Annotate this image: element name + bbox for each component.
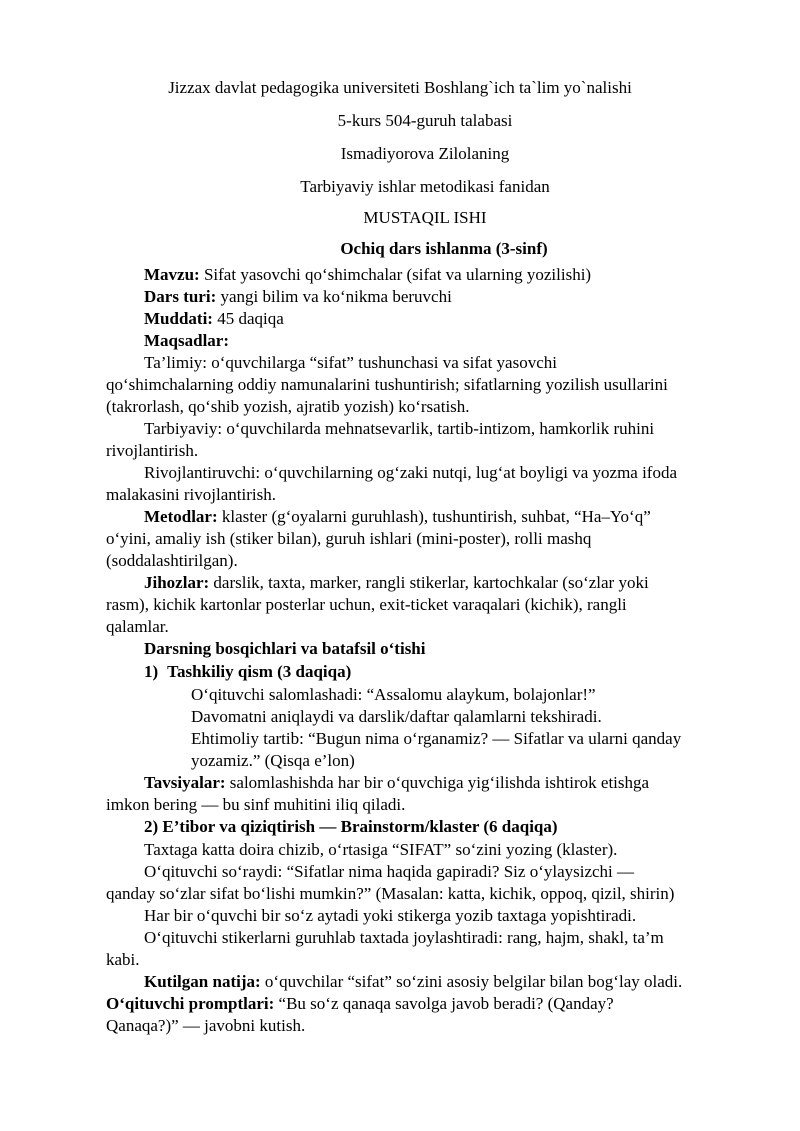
- work-type-line: MUSTAQIL ISHI: [363, 208, 487, 227]
- student-line: Ismadiyorova Zilolaning: [340, 144, 510, 163]
- stage2-line-2: O‘qituvchi so‘raydi: “Sifatlar nima haqida gapiradi? Siz o‘ylaysizchi —: [144, 862, 635, 881]
- jihozlar-line-2: rasm), kichik kartonlar posterlar uchun, exit-ticket varaqalari (kichik), rangli: [106, 595, 627, 614]
- stage1-heading: [144, 661, 351, 683]
- rivojlantiruvchi-line-2: malakasini rivojlantirish.: [106, 485, 276, 504]
- natija-line: [144, 971, 682, 993]
- university-line: Jizzax davlat pedagogika universiteti Boshlang`ich ta`lim yo`nalishi: [168, 78, 632, 97]
- muddati-value: 45 daqiqa: [212, 309, 284, 328]
- tarbiyaviy-line-2: rivojlantirish.: [106, 441, 199, 460]
- document-title: Ochiq dars ishlanma (3-sinf): [340, 239, 548, 258]
- talimiy-line-2: qo‘shimchalarning oddiy namunalarini tushuntirish; sifatlarning yozilish usullarini: [106, 375, 668, 394]
- stage1-item-3: Ehtimoliy tartib: “Bugun nima o‘rganamiz? — Sifatlar va ularni qanday: [191, 729, 682, 748]
- natija-label: Kutilgan natija:: [144, 972, 261, 991]
- mavzu-label: Mavzu:: [144, 265, 200, 284]
- stage1-item-4: yozamiz.” (Qisqa e’lon): [191, 751, 355, 770]
- stage1-item-1: O‘qituvchi salomlashadi: “Assalomu alaykum, bolajonlar!”: [191, 685, 596, 704]
- stage2-line-3: qanday so‘zlar sifat bo‘lishi mumkin?” (Masalan: katta, kichik, oppoq, qizil, shirin): [106, 884, 675, 903]
- stage1-number: 1): [144, 662, 159, 681]
- tavsiyalar-label: Tavsiyalar:: [144, 773, 226, 792]
- talimiy-line-3: (takrorlash, qo‘shib yozish, ajratib yozish) ko‘rsatish.: [106, 397, 470, 416]
- subject-line: Tarbiyaviy ishlar metodikasi fanidan: [300, 177, 550, 196]
- dars-turi-label: Dars turi:: [144, 287, 217, 306]
- tavsiyalar-line-2: imkon bering — bu sinf muhitini iliq qiladi.: [106, 795, 406, 814]
- stage2-line-4: Har bir o‘quvchi bir so‘z aytadi yoki stikerga yozib taxtaga yopishtiradi.: [144, 906, 637, 925]
- jihozlar-line-1: [144, 572, 649, 594]
- prompts-line-1: [106, 993, 614, 1015]
- stage2-heading: 2) E’tibor va qiziqtirish — Brainstorm/klaster (6 daqiqa): [144, 817, 558, 836]
- muddati-line: [144, 308, 284, 330]
- jihozlar-line-3: qalamlar.: [106, 617, 169, 636]
- talimiy-line-1: Ta’limiy: o‘quvchilarga “sifat” tushunchasi va sifat yasovchi: [144, 353, 557, 372]
- prompts-text-1: “Bu so‘z qanaqa savolga javob beradi? (Qanday?: [274, 994, 614, 1013]
- metodlar-line-1: [144, 506, 651, 528]
- stage1-title: Tashkiliy qism (3 daqiqa): [167, 662, 352, 681]
- jihozlar-text-1: darslik, taxta, marker, rangli stikerlar, kartochkalar (so‘zlar yoki: [209, 573, 649, 592]
- metodlar-line-2: o‘yini, amaliy ish (stiker bilan), guruh ishlari (mini-poster), rolli mashq: [106, 529, 592, 548]
- course-line: 5-kurs 504-guruh talabasi: [337, 111, 513, 130]
- stage2-line-5: O‘qituvchi stikerlarni guruhlab taxtada joylashtiradi: rang, hajm, shakl, ta’m: [144, 928, 664, 947]
- muddati-label: Muddati:: [144, 309, 213, 328]
- metodlar-line-3: (soddalashtirilgan).: [106, 551, 238, 570]
- stage2-line-6: kabi.: [106, 950, 140, 969]
- tavsiyalar-text-1: salomlashishda har bir o‘quvchiga yig‘ilishda ishtirok etishga: [225, 773, 650, 792]
- dars-turi-line: [144, 286, 452, 308]
- rivojlantiruvchi-line-1: Rivojlantiruvchi: o‘quvchilarning og‘zaki nutqi, lug‘at boyligi va yozma ifoda: [144, 463, 678, 482]
- dars-turi-value: yangi bilim va ko‘nikma beruvchi: [216, 287, 452, 306]
- jihozlar-label: Jihozlar:: [144, 573, 210, 592]
- mavzu-value: Sifat yasovchi qo‘shimchalar (sifat va ularning yozilishi): [199, 265, 592, 284]
- tarbiyaviy-line-1: Tarbiyaviy: o‘quvchilarda mehnatsevarlik, tartib-intizom, hamkorlik ruhini: [144, 419, 655, 438]
- metodlar-text-1: klaster (g‘oyalarni guruhlash), tushuntirish, suhbat, “Ha–Yo‘q”: [217, 507, 651, 526]
- maqsadlar-label: Maqsadlar:: [144, 331, 229, 350]
- tavsiyalar-line-1: [144, 772, 649, 794]
- stage2-line-1: Taxtaga katta doira chizib, o‘rtasiga “SIFAT” so‘zini yozing (klaster).: [144, 840, 618, 859]
- prompts-line-2: Qanaqa?)” — javobni kutish.: [106, 1016, 306, 1035]
- natija-text: o‘quvchilar “sifat” so‘zini asosiy belgilar bilan bog‘lay oladi.: [260, 972, 683, 991]
- stages-heading: Darsning bosqichlari va batafsil o‘tishi: [144, 639, 426, 658]
- mavzu-line: [144, 264, 591, 286]
- prompts-label: O‘qituvchi promptlari:: [106, 994, 275, 1013]
- metodlar-label: Metodlar:: [144, 507, 218, 526]
- stage1-item-2: Davomatni aniqlaydi va darslik/daftar qalamlarni tekshiradi.: [191, 707, 602, 726]
